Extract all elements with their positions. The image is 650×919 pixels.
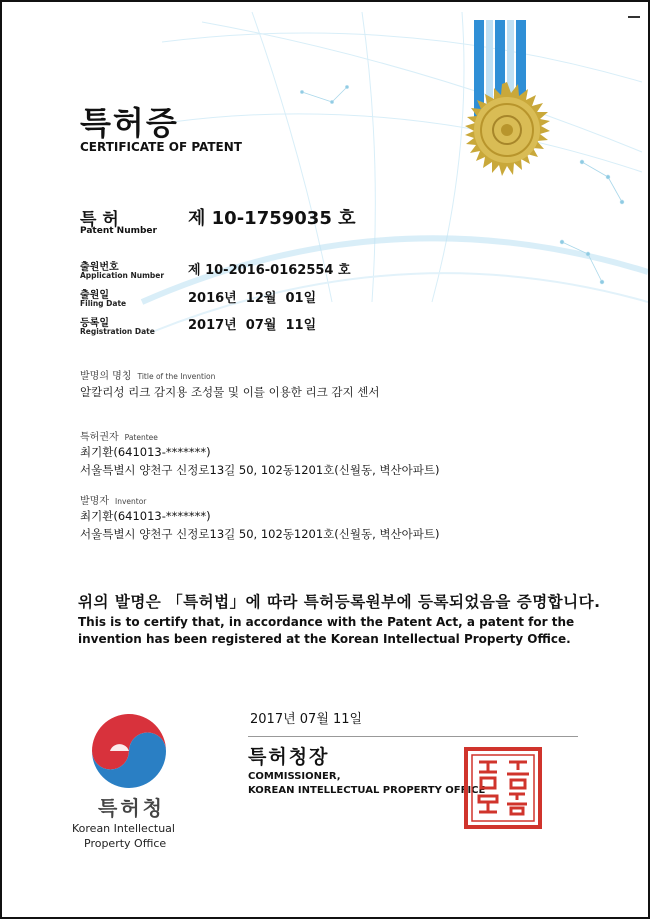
certificate-title: 특허증 xyxy=(80,104,179,142)
official-seal-stamp xyxy=(463,746,543,830)
commissioner-title-en-1: COMMISSIONER, xyxy=(248,771,341,782)
application-number-label: 출원번호 xyxy=(80,262,119,273)
kipo-logo-icon xyxy=(88,710,170,792)
invention-title-label: 발명의 명칭 Title of the Invention xyxy=(80,371,216,382)
corner-mark xyxy=(628,16,640,18)
application-number-value: 제 10-2016-0162554 호 xyxy=(188,263,351,278)
application-number-label-en: Application Number xyxy=(80,271,165,280)
filing-date-value: 2016년 12월 01일 xyxy=(188,291,317,306)
kipo-logo-name-en-1: Korean Intellectual xyxy=(72,822,175,835)
patent-number-label: 특 허 xyxy=(80,210,119,230)
patentee-label: 특허권자 Patentee xyxy=(80,432,158,443)
patent-number-value: 제 10-1759035 호 xyxy=(188,208,356,229)
invention-title-value: 알칼리성 리크 감지용 조성물 및 이를 이용한 리크 감지 센서 xyxy=(80,385,380,399)
kipo-logo-name: 특허청 xyxy=(98,796,165,820)
registration-date-label-en: Registration Date xyxy=(80,327,155,336)
certification-statement-ko: 위의 발명은 「특허법」에 따라 특허등록원부에 등록되었음을 증명합니다. xyxy=(78,593,601,611)
seal-icon xyxy=(463,746,543,830)
issue-date: 2017년 07월 11일 xyxy=(250,712,363,727)
registration-date-label: 등록일 xyxy=(80,318,109,329)
filing-date-label-en: Filing Date xyxy=(80,299,127,308)
patentee-name: 최기환(641013-*******) xyxy=(80,445,211,459)
patentee-address: 서울특별시 양천구 신정로13길 50, 102동1201호(신월동, 벽산아파트) xyxy=(80,463,440,477)
certificate-title-en: CERTIFICATE OF PATENT xyxy=(80,140,242,154)
inventor-label: 발명자 Inventor xyxy=(80,496,147,507)
inventor-name: 최기환(641013-*******) xyxy=(80,509,211,523)
commissioner-title-en-2: KOREAN INTELLECTUAL PROPERTY OFFICE xyxy=(248,785,486,796)
certification-statement-en: This is to certify that, in accordance with the Patent Act, a patent for the invention has been registered at the Korean Intellectual Property Office. xyxy=(78,615,575,646)
patent-number-label-en: Patent Number xyxy=(80,226,157,236)
kipo-logo-name-en-2: Property Office xyxy=(84,837,167,850)
registration-date-value: 2017년 07월 11일 xyxy=(188,318,317,333)
inventor-address: 서울특별시 양천구 신정로13길 50, 102동1201호(신월동, 벽산아파트) xyxy=(80,527,440,541)
gold-seal-icon xyxy=(422,20,602,260)
commissioner-title: 특허청장 xyxy=(248,746,330,768)
filing-date-label: 출원일 xyxy=(80,290,109,301)
signature-line xyxy=(248,736,578,737)
